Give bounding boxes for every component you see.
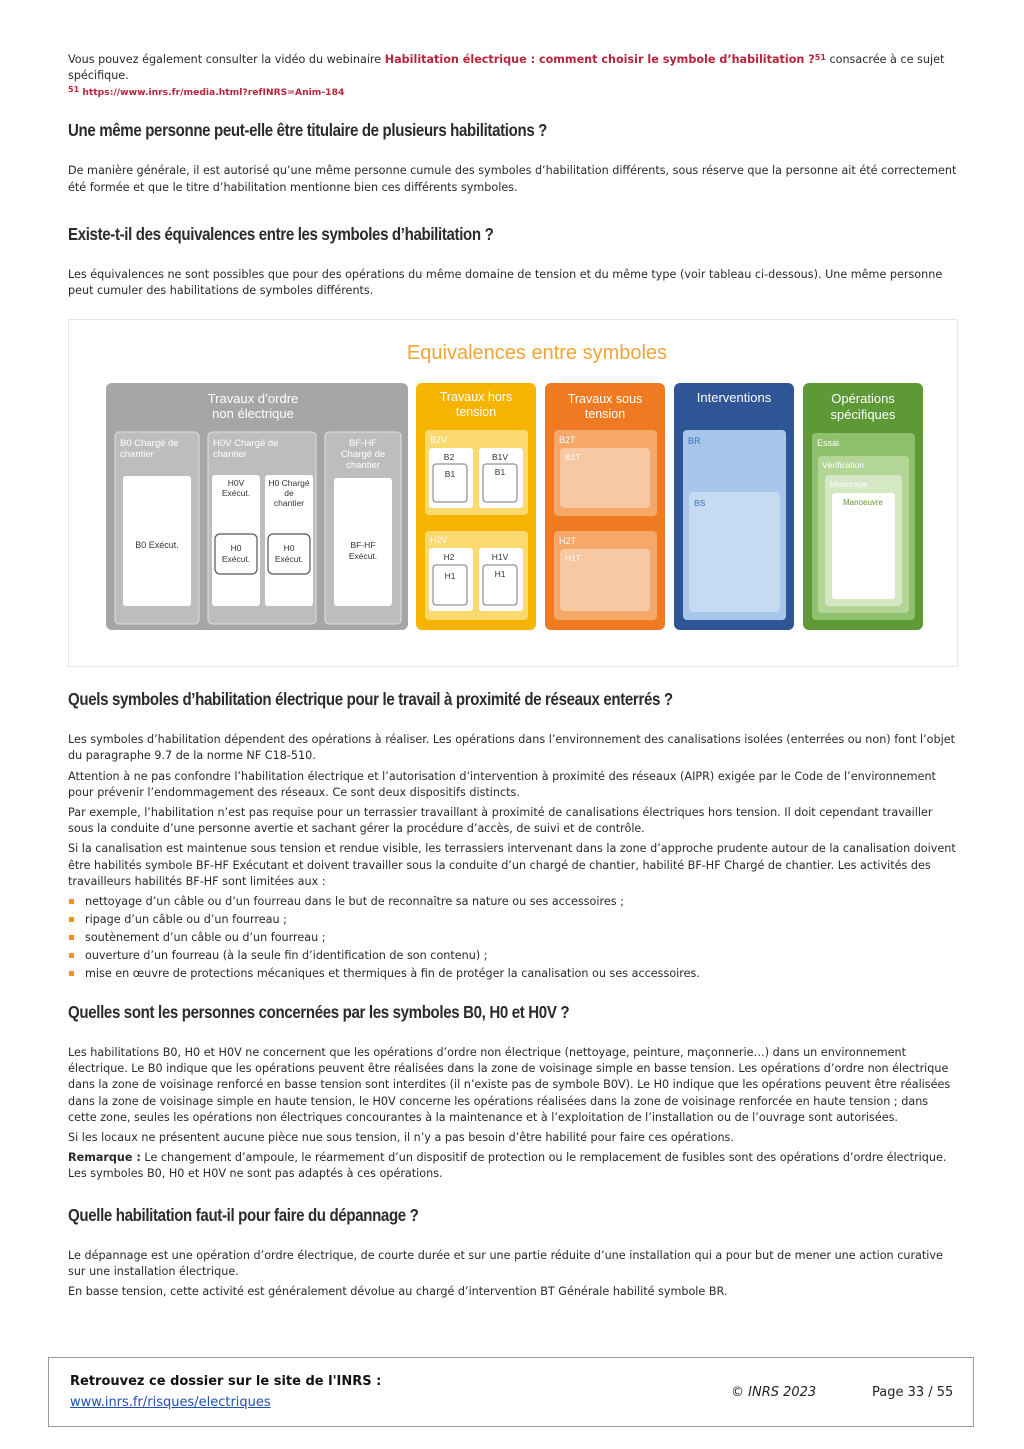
group1-header-line1: Travaux d’ordre	[207, 391, 299, 407]
footnote-link[interactable]: https://www.inrs.fr/media.html?refINRS=Anim-184	[82, 87, 345, 99]
section-paragraph: Les équivalences ne sont possibles que pour des opérations du même domaine de tension et du même type (voir tableau ci-dessous). Une même personne peut cumuler des habilitations de symboles différents.	[68, 267, 943, 298]
h2v-label: H2V	[430, 535, 448, 546]
h2-label: H2	[443, 552, 455, 563]
h1t-label: H1T	[565, 553, 582, 564]
list-item: ripage d’un câble ou d’un fourreau ;	[68, 912, 958, 928]
remark-label: Remarque :	[68, 1151, 141, 1165]
b0-executant-label: B0 Exécut.	[135, 540, 179, 551]
section-paragraph: Les habilitations B0, H0 et H0V ne concernent que les opérations d’ordre non électrique (nettoyage, peinture, maçonnerie…) dans un environnement électrique. Le B0 indique que les opérations peuvent être réalisées dans la zone de voisinage simple en basse tension. Les opérations d’ordre non électrique dans la zone de voisinage renforcé en basse tension sont interdites (il n’existe pas de symbole B0V). Le H0 indique que les opérations peuvent être réalisées dans la zone de voisinage simple en haute tension, le H0V concerne les opérations réalisées dans la zone de voisinage renforcée en haute tension ; dans cette zone, seules les opérations non électriques concourantes à la maintenance et à l’exploitation de l’installation ou de l’ouvrage sont autorisées.	[68, 1046, 951, 1124]
manoeuvre-label: Manoeuvre	[842, 498, 884, 508]
b0-charge-label-2: chantier	[120, 449, 154, 461]
b1v-label: B1V	[491, 452, 509, 463]
section-title-b0-h0-h0v: Quelles sont les personnes concernées par les symboles B0, H0 et H0V ?	[68, 1002, 570, 1023]
group5-header-line1: Opérations	[831, 391, 895, 407]
h0v-exec-label-2: Exécut.	[221, 488, 251, 499]
section-paragraph: Si la canalisation est maintenue sous tension et rendue visible, les terrassiers intervenant dans la zone d’approche prudente autour de la canalisation doivent être habilités symbole BF-HF Exécutant et doivent travailler sous la conduite d’un chargé de chantier, habilité BF-HF Chargé de chantier. Les activités des travailleurs habilités BF-HF sont limitées aux :	[68, 842, 956, 888]
diagram-title: Equivalences entre symboles	[406, 342, 668, 365]
group3-header-line2: tension	[584, 407, 626, 422]
b1t-label: B1T	[565, 452, 581, 463]
h0-exec-a-2: Exécut.	[221, 554, 251, 565]
bfhf-exec-2: Exécut.	[348, 551, 378, 562]
b2t-label: B2T	[559, 435, 576, 446]
footer-title: Retrouvez ce dossier sur le site de l'INRS :	[70, 1374, 382, 1389]
bfhf-charge-label-3: chantier	[346, 460, 380, 472]
section-title-equivalences: Existe-t-il des équivalences entre les symboles d’habilitation ?	[68, 223, 494, 244]
group2-header-line1: Travaux hors	[439, 390, 513, 405]
footnote-number: 51	[68, 85, 80, 95]
section-paragraph: Attention à ne pas confondre l’habilitation électrique et l’autorisation d’intervention à proximité des réseaux (AIPR) exigée par le Code de l’environnement pour prévenir l’endommagement des réseaux. Ce sont deux dispositifs distincts.	[68, 769, 936, 799]
webinar-link[interactable]: Habilitation électrique : comment choisir le symbole d’habilitation ?	[384, 53, 815, 66]
page-content	[68, 52, 958, 1304]
footnote-ref: 51	[814, 53, 826, 62]
intro-text-after: consacrée à ce sujet spécifique.	[68, 53, 945, 83]
section-paragraph: Si les locaux ne présentent aucune pièce nue sous tension, il n’y a pas besoin d’être habilité pour faire ces opérations.	[68, 1131, 734, 1145]
section-paragraph: Par exemple, l’habilitation n’est pas requise pour un terrassier travaillant à proximité de canalisations électriques hors tension. Il doit cependant travailler sous la conduite d’une personne avertie et sachant gérer la procédure d’accès, de suivi et de contrôle.	[68, 806, 933, 836]
h1-label-b: H1	[494, 569, 506, 580]
list-item: ouverture d’un fourreau (à la seule fin d’identification de son contenu) ;	[68, 948, 958, 964]
bfhf-exec-1: BF-HF	[350, 540, 376, 551]
section-paragraph: De manière générale, il est autorisé qu’une même personne cumule des symboles d’habilitation différents, sous réserve que la personne ait été correctement été formée et que le titre d’habilitation mentionne bien ces différents symboles.	[68, 164, 957, 194]
essai-label: Essai	[817, 438, 840, 449]
section-title-depannage: Quelle habilitation faut-il pour faire du dépannage ?	[68, 1204, 419, 1225]
remark-paragraph	[68, 1150, 958, 1182]
h0-charge-label-3: chantier	[273, 498, 305, 509]
h1v-label: H1V	[491, 552, 509, 563]
group4-header: Interventions	[696, 390, 772, 406]
group-non-electrical	[106, 383, 408, 630]
h0v-charge-label-2: chantier	[213, 449, 247, 461]
page-number: Page 33 / 55	[872, 1385, 954, 1400]
group2-header-line2: tension	[455, 405, 497, 420]
section-paragraph: Le dépannage est une opération d’ordre électrique, de courte durée et sur une partie réduite d’une installation qui a pour but de mener une action curative sur une installation électrique.	[68, 1248, 943, 1278]
h2t-label: H2T	[559, 536, 577, 547]
b2v-label: B2V	[430, 435, 448, 446]
b2-label: B2	[443, 452, 455, 463]
group-hors-tension	[416, 383, 536, 630]
b0-charge-label-1: B0 Chargé de	[120, 438, 179, 450]
h0-exec-b-1: H0	[283, 543, 295, 554]
remark-text: Le changement d’ampoule, le réarmement d’un dispositif de protection ou le remplacement de fusibles sont des opérations d’ordre électrique. Les symboles B0, H0 et H0V ne sont pas adaptés à ces opérations.	[68, 1151, 947, 1181]
bs-label: BS	[694, 498, 706, 509]
section-title-reseaux-enterres: Quels symboles d’habilitation électrique pour le travail à proximité de réseaux enterrés ?	[68, 689, 673, 710]
verification-label: Vérification	[822, 460, 865, 471]
h0-exec-b-2: Exécut.	[274, 554, 304, 565]
intro-text: Vous pouvez également consulter la vidéo du webinaire	[68, 53, 385, 66]
group1-header-line2: non électrique	[212, 406, 294, 422]
footnote	[68, 87, 958, 98]
intro-paragraph	[68, 52, 958, 84]
h0v-exec-label-1: H0V	[227, 478, 245, 489]
list-item: mise en œuvre de protections mécaniques et thermiques à fin de protéger la canalisation ou ses accessoires.	[68, 966, 958, 982]
h0v-charge-label-1: H0V Chargé de	[213, 438, 279, 450]
h0-charge-label-2: de	[284, 488, 294, 499]
list-item: soutènement d’un câble ou d’un fourreau ;	[68, 930, 958, 946]
b1-label-b: B1	[494, 467, 506, 478]
bfhf-activities-list	[68, 894, 958, 982]
bfhf-charge-label-2: Chargé de	[340, 449, 386, 461]
h0-charge-label-1: H0 Chargé	[268, 478, 310, 489]
br-label: BR	[688, 436, 701, 447]
footer-copyright: © INRS 2023	[731, 1385, 817, 1400]
bfhf-charge-label-1: BF-HF	[349, 438, 377, 450]
group-sous-tension	[545, 383, 665, 630]
b1-label-a: B1	[444, 469, 456, 480]
section-paragraph: En basse tension, cette activité est généralement dévolue au chargé d’intervention BT Générale habilité symbole BR.	[68, 1285, 728, 1299]
list-item: nettoyage d’un câble ou d’un fourreau dans le but de reconnaître sa nature ou ses accessoires ;	[68, 894, 958, 910]
group-operations-specifiques	[803, 383, 923, 630]
group3-header-line1: Travaux sous	[567, 392, 643, 407]
group5-header-line2: spécifiques	[830, 407, 896, 423]
h0-exec-a-1: H0	[230, 543, 242, 554]
mesurage-label: Mesurage	[830, 479, 868, 490]
h1-label-a: H1	[444, 571, 456, 582]
section-title-multiple-habilitations: Une même personne peut-elle être titulaire de plusieurs habilitations ?	[68, 120, 548, 141]
group-interventions	[674, 383, 794, 630]
footer-link[interactable]: www.inrs.fr/risques/electriques	[70, 1395, 271, 1410]
section-paragraph: Les symboles d’habilitation dépendent des opérations à réaliser. Les opérations dans l’environnement des canalisations isolées (enterrées ou non) font l’objet du paragraphe 9.7 de la norme NF C18-510.	[68, 733, 956, 763]
equivalences-diagram	[68, 319, 958, 667]
page-footer	[48, 1357, 974, 1427]
